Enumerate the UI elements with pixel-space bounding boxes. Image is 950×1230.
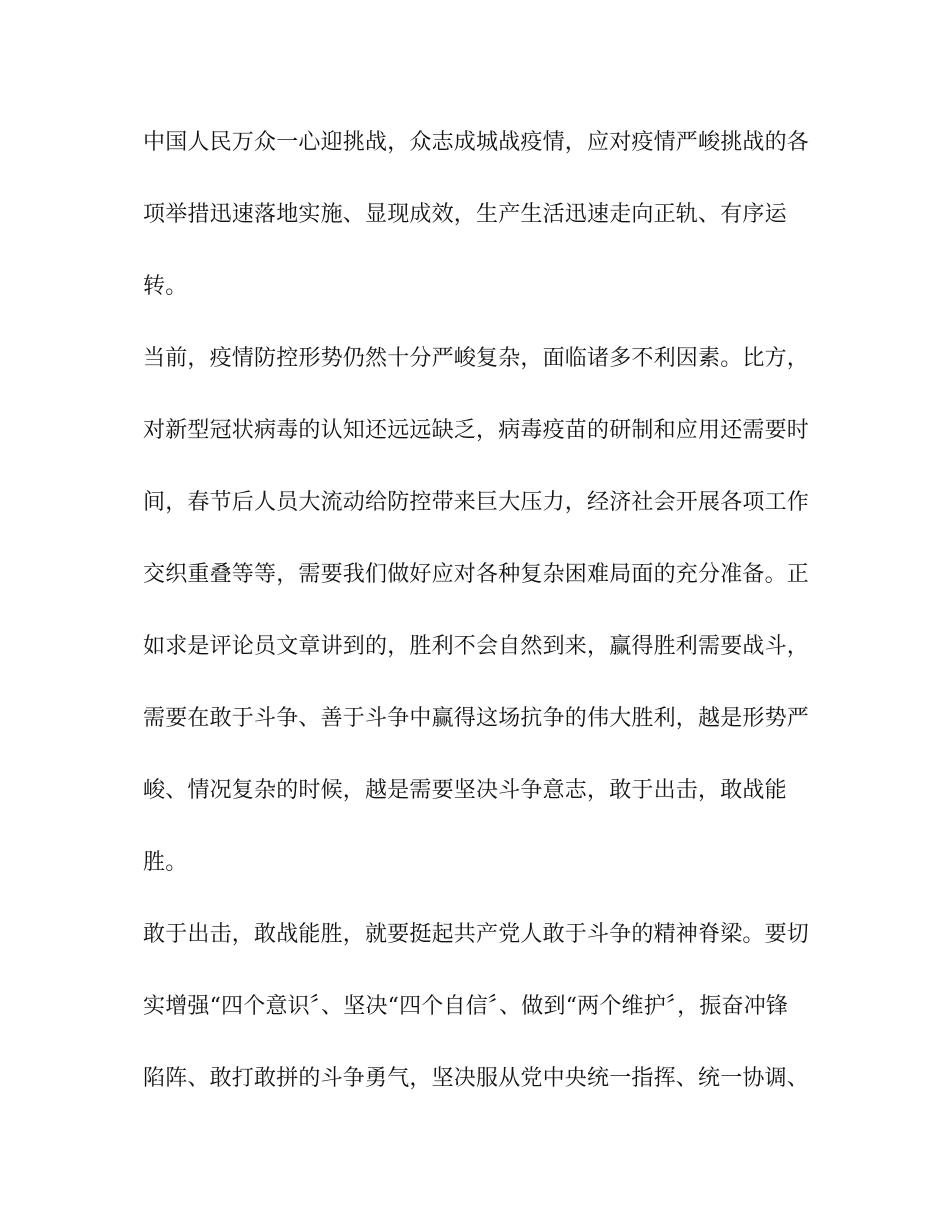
text-line: 敢于出击，敢战能胜，就要挺起共产党人敢于斗争的精神脊梁。要切 bbox=[143, 922, 810, 947]
text-line: 对新型冠状病毒的认知还远远缺乏，病毒疫苗的研制和应用还需要时 bbox=[143, 418, 810, 443]
text-line: 项举措迅速落地实施、显现成效，生产生活迅速走向正轨、有序运 bbox=[143, 202, 787, 227]
text-line: 当前，疫情防控形势仍然十分严峻复杂，面临诸多不利因素。比方， bbox=[143, 346, 810, 371]
text-line: 中国人民万众一心迎挑战，众志成城战疫情，应对疫情严峻挑战的各 bbox=[143, 130, 810, 155]
text-line: 交织重叠等等，需要我们做好应对各种复杂困难局面的充分准备。正 bbox=[143, 562, 810, 587]
text-line: 间，春节后人员大流动给防控带来巨大压力，经济社会开展各项工作 bbox=[143, 490, 810, 515]
text-line: 转。 bbox=[143, 274, 188, 299]
text-line: 需要在敢于斗争、善于斗争中赢得这场抗争的伟大胜利，越是形势严 bbox=[143, 706, 810, 731]
text-line: 实增强“四个意识〞、坚决“四个自信〞、做到“两个维护〞，振奋冲锋 bbox=[143, 994, 789, 1019]
text-line: 如求是评论员文章讲到的，胜利不会自然到来，赢得胜利需要战斗， bbox=[143, 634, 810, 659]
text-line: 胜。 bbox=[143, 850, 188, 875]
text-line: 陷阵、敢打敢拼的斗争勇气，坚决服从党中央统一指挥、统一协调、 bbox=[143, 1066, 810, 1091]
text-line: 峻、情况复杂的时候，越是需要坚决斗争意志，敢于出击，敢战能 bbox=[143, 778, 787, 803]
